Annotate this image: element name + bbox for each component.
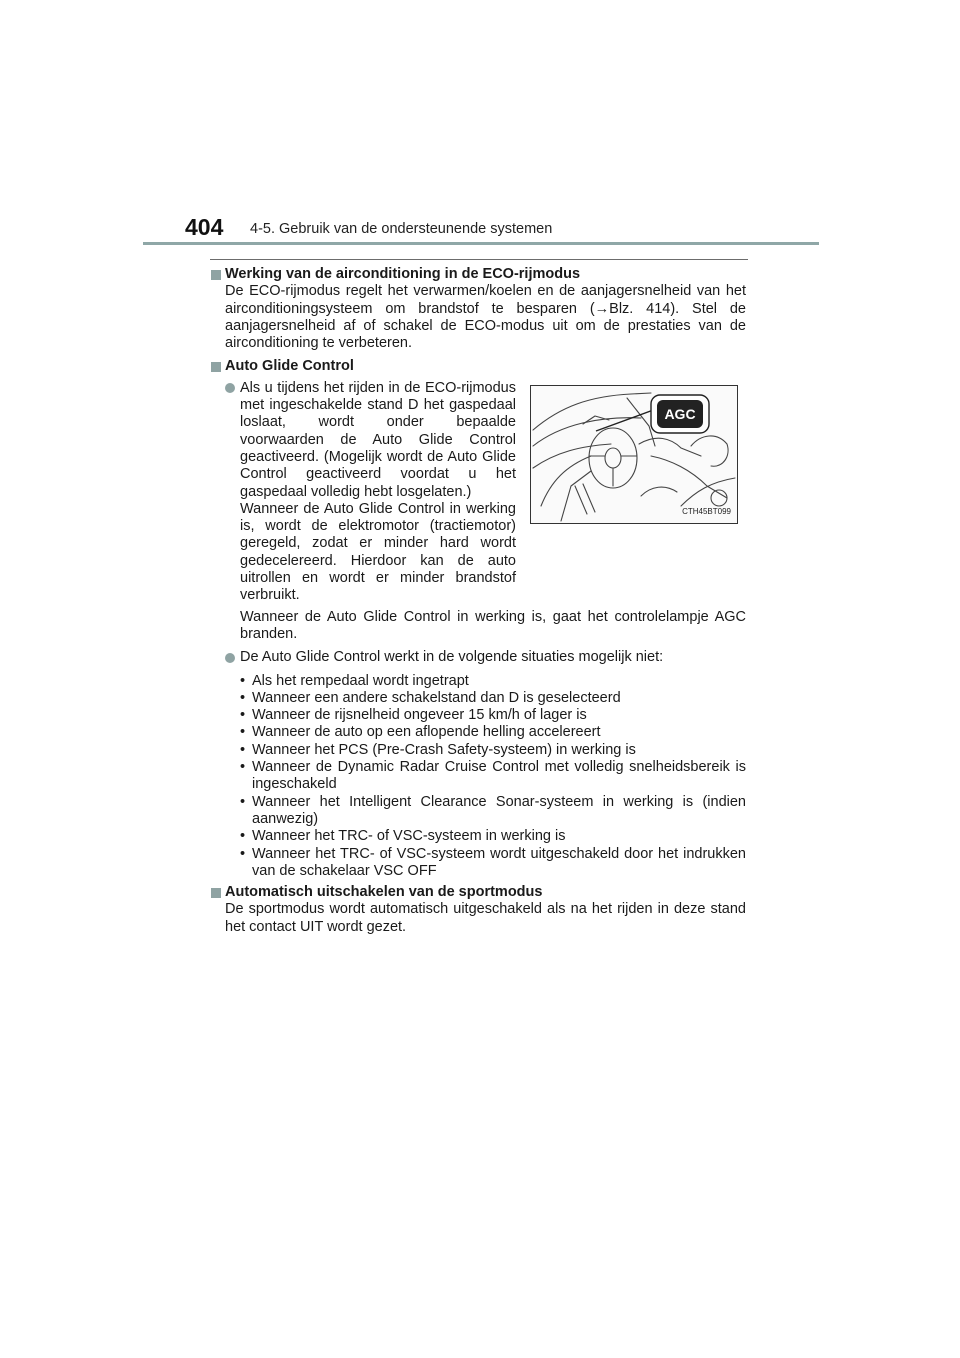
list-item: • Wanneer de auto op een aflopende helling accelereert	[240, 724, 601, 741]
list-item: • Wanneer het TRC- of VSC-systeem wordt uitgeschakeld door het indrukken van de schakelaar VSC OFF	[240, 845, 746, 879]
list-item: • Als het rempedaal wordt ingetrapt	[240, 672, 469, 689]
list-item: • Wanneer het PCS (Pre-Crash Safety-systeem) in werking is	[240, 741, 636, 758]
list-item: • Wanneer een andere schakelstand dan D is geselecteerd	[240, 689, 621, 706]
car-interior-illustration	[531, 386, 737, 523]
heading-square-icon	[211, 888, 221, 898]
agc-row	[210, 380, 746, 605]
agc-indicator-note: Wanneer de Auto Glide Control in werking is, gaat het controlelampje AGC branden.	[240, 608, 746, 642]
list-item: • Wanneer de Dynamic Radar Cruise Control met volledig snelheidsbereik is ingeschakeld	[240, 759, 746, 793]
sport-body: De sportmodus wordt automatisch uitgeschakeld als na het rijden in deze stand het contact UIT wordt gezet.	[225, 901, 746, 935]
agc-indicator-badge-label: AGC	[664, 405, 696, 422]
agc-bullet-activation	[210, 380, 516, 501]
page-number: 404	[185, 214, 224, 240]
header-divider	[143, 242, 819, 245]
bullet-dot-icon	[225, 653, 235, 663]
list-item: • Wanneer het TRC- of VSC-systeem in werking is	[240, 828, 566, 845]
eco-ac-body: De ECO-rijmodus regelt het verwarmen/koelen en de aanjagersnelheid van het airconditioningsysteem om brandstof te besparen (→Blz. 414). Stel de aanjagersnelheid af of schakel de ECO-modus uit om de prestaties van de airconditioning te verbeteren.	[225, 283, 746, 352]
chapter-title: 4-5. Gebruik van de ondersteunende systemen	[250, 221, 553, 237]
agc-bullet1-text: Als u tijdens het rijden in de ECO-rijmodus met ingeschakelde stand D het gaspedaal loslaat, wordt onder bepaalde voorwaarden de Auto Glide Control geactiveerd. (Mogelijk wordt de Auto Glide Control geactiveerd voordat u het gaspedaal volledig hebt losgelaten.)	[240, 379, 516, 500]
list-item: • Wanneer de rijsnelheid ongeveer 15 km/h of lager is	[240, 707, 587, 724]
agc-heading	[210, 358, 746, 375]
agc-conditions-list	[210, 673, 746, 881]
heading-square-icon	[211, 270, 221, 280]
eco-ac-heading	[210, 266, 746, 283]
list-item: • Wanneer het Intelligent Clearance Sonar-systeem in werking is (indien aanwezig)	[240, 793, 746, 827]
eco-ac-title: Werking van de airconditioning in de ECO-rijmodus	[225, 266, 581, 282]
agc-title: Auto Glide Control	[225, 358, 354, 375]
page-content	[210, 266, 746, 936]
sport-title: Automatisch uitschakelen van de sportmodus	[225, 884, 543, 901]
sport-heading	[210, 884, 746, 901]
bullet-dot-icon	[225, 383, 235, 393]
agc-bullet-conditions	[210, 649, 746, 666]
agc-dashboard-illustration	[530, 385, 738, 524]
figure-code: CTH45BT099	[682, 507, 731, 517]
content-divider	[210, 259, 748, 260]
agc-bullet1-continued: Wanneer de Auto Glide Control in werking is, wordt de elektromotor (tractiemotor) geregeld, zodat er minder hard wordt gedecelereerd. Hierdoor kan de auto uitrollen en wordt er minder brandstof verbruikt.	[240, 500, 516, 604]
heading-square-icon	[211, 362, 221, 372]
agc-bullet2-text: De Auto Glide Control werkt in de volgende situaties mogelijk niet:	[240, 649, 664, 666]
